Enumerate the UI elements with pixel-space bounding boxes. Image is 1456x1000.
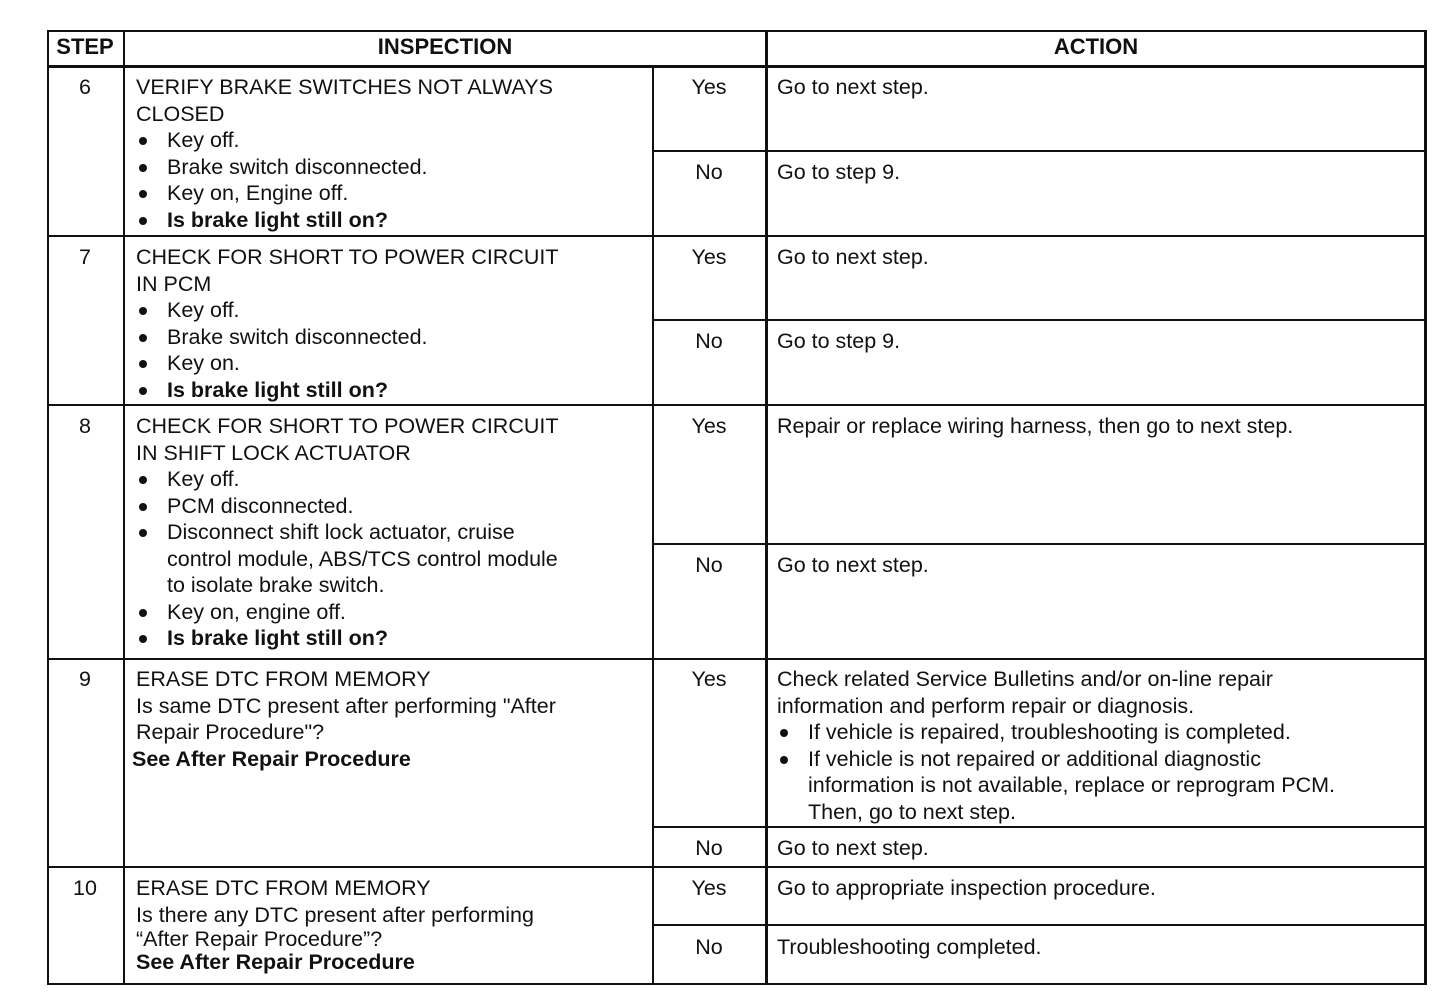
bullet-item: Key off. [136, 297, 558, 324]
step-number: 9 [79, 667, 91, 691]
yes-action [777, 666, 1335, 825]
yes-no-divider [652, 924, 1427, 926]
inspection-bullets [136, 127, 553, 233]
inspection-cell [136, 244, 558, 403]
step-number: 7 [79, 245, 91, 269]
inspection-question: Is brake light still on? [136, 377, 558, 404]
header-inspection: INSPECTION [377, 34, 513, 59]
step-number: 6 [79, 75, 91, 99]
bullet-line: If vehicle is repaired, troubleshooting is completed. [808, 720, 1291, 744]
inspection-title: ERASE DTC FROM MEMORY [136, 667, 431, 691]
inspection-body: “After Repair Procedure”? [136, 927, 383, 951]
column-divider-step [123, 30, 125, 985]
bullet-item: Key on, Engine off. [136, 180, 553, 207]
inspection-body: Repair Procedure"? [136, 720, 325, 744]
step-number: 10 [73, 876, 97, 900]
yes-no-divider [652, 319, 1427, 321]
row-divider [47, 235, 1427, 237]
yes-action: Go to next step. [777, 245, 929, 269]
header-action: ACTION [1053, 34, 1139, 59]
bullet-item [777, 719, 1335, 746]
yes-label: Yes [691, 876, 727, 900]
bullet-item [777, 746, 1335, 826]
bullet-item [136, 519, 558, 599]
table-border-right [1424, 30, 1427, 985]
inspection-question: Is brake light still on? [136, 207, 553, 234]
see-reference: See After Repair Procedure [132, 746, 411, 771]
yes-no-divider [652, 826, 1427, 828]
action-line: information and perform repair or diagnosis. [777, 693, 1195, 718]
row-divider [47, 658, 1427, 660]
bullet-line: control module, ABS/TCS control module [167, 546, 558, 571]
bullet-item: Brake switch disconnected. [136, 324, 558, 351]
inspection-cell [132, 666, 556, 772]
inspection-question: Is brake light still on? [136, 625, 558, 652]
no-action: Go to step 9. [777, 329, 901, 353]
bullet-line: If vehicle is not repaired or additional diagnostic [808, 746, 1261, 771]
yes-action: Go to appropriate inspection procedure. [777, 876, 1156, 900]
bullet-line: to isolate brake switch. [167, 573, 385, 597]
row-divider [47, 404, 1427, 406]
bullet-line: Then, go to next step. [808, 799, 1016, 824]
inspection-title: CLOSED [136, 101, 225, 126]
yes-no-divider [652, 150, 1427, 152]
no-label: No [695, 836, 723, 860]
inspection-body: Is there any DTC present after performing [136, 902, 534, 927]
no-action: Go to step 9. [777, 160, 901, 184]
no-action: Troubleshooting completed. [777, 935, 1042, 959]
yes-label: Yes [691, 75, 727, 99]
no-label: No [695, 553, 723, 577]
bullet-item: Key on, engine off. [136, 599, 558, 626]
header-step: STEP [56, 34, 114, 59]
inspection-title: CHECK FOR SHORT TO POWER CIRCUIT [136, 245, 559, 269]
inspection-cell [136, 74, 553, 233]
bullet-item: Key off. [136, 466, 558, 493]
diagnostic-table [47, 30, 1427, 985]
yes-label: Yes [691, 245, 727, 269]
inspection-bullets [136, 466, 558, 652]
bullet-line: Disconnect shift lock actuator, cruise [167, 520, 515, 544]
inspection-cell [136, 413, 558, 652]
see-reference: See After Repair Procedure [136, 950, 415, 974]
inspection-title: CHECK FOR SHORT TO POWER CIRCUIT [136, 414, 559, 438]
inspection-body: Is same DTC present after performing "After [136, 693, 556, 718]
no-label: No [695, 935, 723, 959]
table-border-bottom [47, 983, 1427, 985]
bullet-item: Key off. [136, 127, 553, 154]
bullet-line: information is not available, replace or reprogram PCM. [808, 773, 1335, 797]
no-label: No [695, 160, 723, 184]
action-line: Check related Service Bulletins and/or on-line repair [777, 667, 1273, 691]
bullet-item: PCM disconnected. [136, 493, 558, 520]
action-bullets [777, 719, 1335, 825]
inspection-title: IN PCM [136, 271, 212, 296]
yes-label: Yes [691, 414, 727, 438]
no-action: Go to next step. [777, 553, 929, 577]
inspection-title: IN SHIFT LOCK ACTUATOR [136, 440, 411, 465]
inspection-title: ERASE DTC FROM MEMORY [136, 876, 431, 900]
step-number: 8 [79, 414, 91, 438]
inspection-bullets [136, 297, 558, 403]
bullet-item: Key on. [136, 350, 558, 377]
column-divider-action [765, 30, 768, 985]
yes-no-divider [652, 543, 1427, 545]
no-action: Go to next step. [777, 836, 929, 860]
row-divider [47, 866, 1427, 868]
inspection-title: VERIFY BRAKE SWITCHES NOT ALWAYS [136, 75, 553, 99]
table-border-left [47, 30, 49, 985]
bullet-item: Brake switch disconnected. [136, 154, 553, 181]
header-divider [47, 65, 1427, 68]
yes-action: Repair or replace wiring harness, then go to next step. [777, 414, 1294, 438]
yes-action: Go to next step. [777, 75, 929, 99]
no-label: No [695, 329, 723, 353]
inspection-cell [136, 875, 534, 974]
yes-label: Yes [691, 667, 727, 691]
